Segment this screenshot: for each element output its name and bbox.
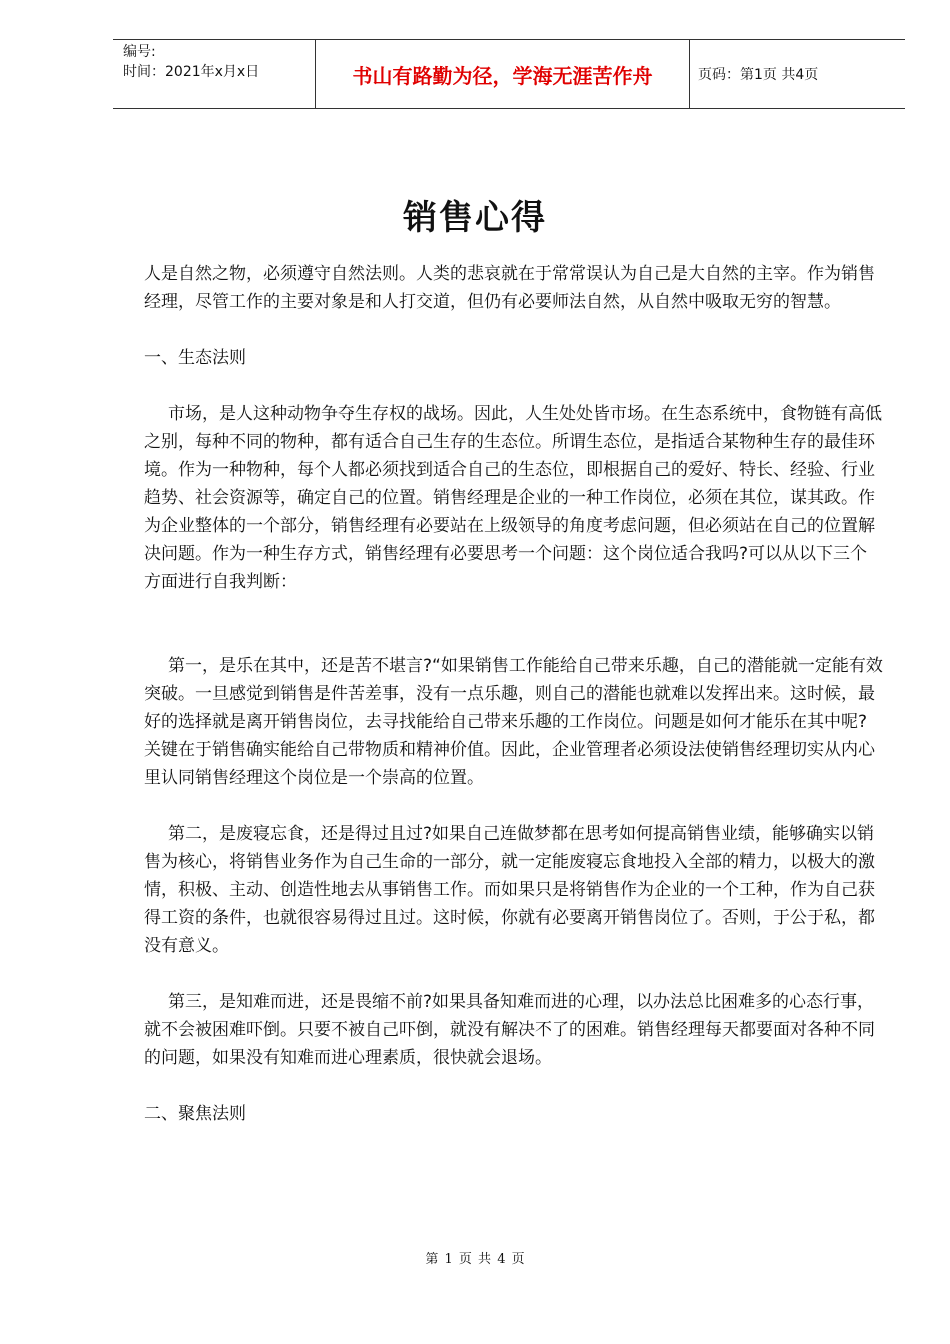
section-heading: 二、聚焦法则 bbox=[144, 1104, 246, 1124]
point3-paragraph: 第三，是知难而进，还是畏缩不前?如果具备知难而进的心理，以办法总比困难多的心态行事，就不会被困难吓倒。只要不被自己吓倒，就没有解决不了的困难。销售经理每天都要面对各种不同的问题，如果没有知难而进心理素质，很快就会退场。 bbox=[144, 992, 875, 1068]
page-header bbox=[113, 39, 905, 109]
document-title: 销售心得 bbox=[403, 198, 547, 238]
point2-paragraph: 第二，是废寝忘食，还是得过且过?如果自己连做梦都在思考如何提高销售业绩，能够确实以销售为核心，将销售业务作为自己生命的一部分，就一定能废寝忘食地投入全部的精力，以极大的激情，积极、主动、创造性地去从事销售工作。而如果只是将销售作为企业的一个工种，作为自己获得工资的条件，也就很容易得过且过。这时候，你就有必要离开销售岗位了。否则，于公于私，都没有意义。 bbox=[144, 824, 875, 956]
section1-paragraph: 市场，是人这种动物争夺生存权的战场。因此，人生处处皆市场。在生态系统中，食物链有高低之别，每种不同的物种，都有适合自己生存的生态位。所谓生态位，是指适合某物种生存的最佳环境。作为一种物种，每个人都必须找到适合自己的生态位，即根据自己的爱好、特长、经验、行业趋势、社会资源等，确定自己的位置。销售经理是企业的一种工作岗位，必须在其位，谋其政。作为企业整体的一个部分，销售经理有必要站在上级领导的角度考虑问题，但必须站在自己的位置解决问题。作为一种生存方式，销售经理有必要思考一个问题：这个岗位适合我吗?可以从以下三个方面进行自我判断： bbox=[144, 404, 882, 592]
point1-paragraph: 第一，是乐在其中，还是苦不堪言?“如果销售工作能给自己带来乐趣，自己的潜能就一定能有效突破。一旦感觉到销售是件苦差事，没有一点乐趣，则自己的潜能也就难以发挥出来。这时候，最好的选择就是离开销售岗位，去寻找能给自己带来乐趣的工作岗位。问题是如何才能乐在其中呢?关键在于销售确实能给自己带物质和精神价值。因此，企业管理者必须设法使销售经理切实从内心里认同销售经理这个岗位是一个崇高的位置。 bbox=[144, 656, 883, 788]
time-label: 时间：2021年x月x日 bbox=[123, 64, 260, 80]
number-label: 编号: bbox=[123, 44, 156, 60]
header-page-info: 页码：第1页 共4页 bbox=[698, 67, 819, 83]
header-meta bbox=[113, 40, 316, 108]
header-motto: 书山有路勤为径，学海无涯苦作舟 bbox=[316, 40, 690, 108]
document-body bbox=[144, 260, 884, 1128]
page-footer: 第 1 页 共 4 页 bbox=[425, 1252, 525, 1267]
section-heading: 一、生态法则 bbox=[144, 348, 246, 368]
intro-paragraph: 人是自然之物，必须遵守自然法则。人类的悲哀就在于常常误认为自己是大自然的主宰。作为销售经理，尽管工作的主要对象是和人打交道，但仍有必要师法自然，从自然中吸取无穷的智慧。 bbox=[144, 264, 875, 312]
